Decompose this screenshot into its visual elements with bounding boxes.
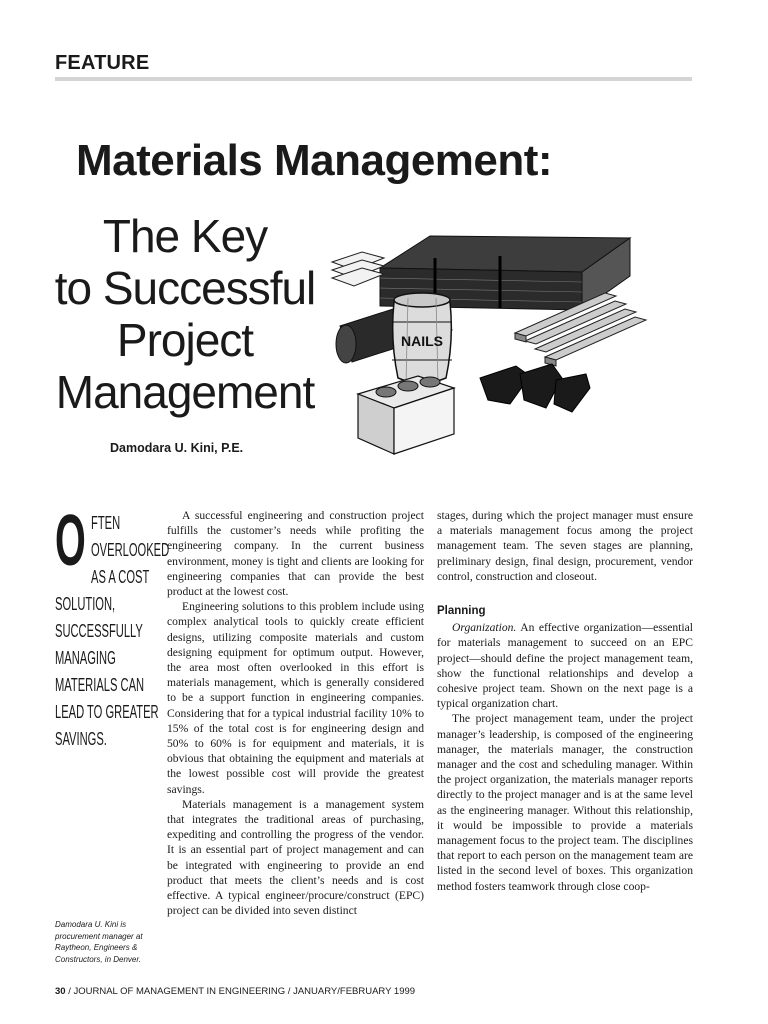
- section-heading: Planning: [437, 605, 486, 618]
- pull-quote-line: SUCCESSFULLY: [55, 621, 143, 641]
- journal-citation: / JOURNAL OF MANAGEMENT IN ENGINEERING / JANUARY/FEBRUARY 1999: [65, 986, 416, 997]
- subtitle-line: Project: [116, 314, 254, 366]
- pull-quote-line: MANAGING: [55, 648, 116, 668]
- article-title: Materials Management:: [76, 136, 553, 185]
- pull-quote-line: MATERIALS CAN: [55, 675, 145, 695]
- byline: Damodara U. Kini, P.E.: [110, 441, 244, 455]
- body-paragraph: A successful engineering and construction project fulfills the customer’s needs while profiting the engineering company. In the current business environment, money is tight and clients are looking for engineering companies that can provide the best product at the lowest cost.: [167, 509, 424, 599]
- pull-quote-line: SAVINGS.: [55, 729, 107, 749]
- shingles-icon: [332, 252, 384, 286]
- barrel-label: NAILS: [401, 333, 443, 349]
- body-paragraph: Materials management is a management system that integrates the traditional areas of purchasing, expediting and controlling the progress of the vendor. It is an essential part of project management and can be integrated with engineering to provide an end product that meets the client’s needs and is cost effective. A typical engineer/procure/construct (EPC) project can be divided into seven distinct: [167, 797, 424, 918]
- body-paragraph: [437, 620, 693, 711]
- page-number: 30: [55, 986, 66, 997]
- construction-materials-illustration: [320, 228, 690, 468]
- pull-quote-line: OVERLOOKED: [91, 540, 170, 560]
- run-in-heading: Organization.: [452, 621, 517, 635]
- pull-quote-line: SOLUTION,: [55, 594, 116, 614]
- cinder-block-icon: [358, 376, 454, 454]
- pull-quote-line: FTEN: [91, 513, 121, 533]
- article-subtitle: [50, 210, 320, 418]
- nails-barrel-icon: [392, 293, 452, 384]
- body-column-1: [167, 508, 424, 918]
- subtitle-line: The Key: [102, 210, 268, 262]
- body-paragraph: stages, during which the project manager must ensure a materials management focus among the project management team. The seven stages are planning, preliminary design, final design, procurement, vendor control, construction and closeout.: [437, 509, 693, 583]
- section-rule: [55, 77, 692, 81]
- drop-cap: O: [55, 501, 86, 581]
- paragraph-text: An effective organization—essential for materials management to succeed on an EPC project—should define the project management team, show the functional relationships and develop a cohesive project team. Shown on the next page is a typical organization chart.: [437, 621, 693, 711]
- body-column-2: [437, 508, 693, 894]
- debris-icon: [480, 364, 590, 412]
- page-footer: [55, 986, 415, 997]
- pull-quote-line: LEAD TO GREATER: [55, 702, 159, 722]
- pull-quote-line: AS A COST: [91, 567, 150, 587]
- author-note: Damodara U. Kini is procurement manager at Raytheon, Engineers & Constructors, in Denver.: [55, 920, 143, 964]
- subtitle-line: Management: [55, 366, 315, 418]
- section-label: FEATURE: [55, 52, 150, 74]
- subtitle-line: to Successful: [54, 262, 316, 314]
- body-paragraph: The project management team, under the project manager’s leadership, is composed of the engineering manager, the materials manager, the construction manager and the cost and scheduling manager. Within the project organization, the materials manager reports directly to the project manager and is at the same level as the engineering manager. Without this relationship, it would be impossible to provide a materials management focus to the project team. The disciplines that report to each person on the management team are listed in the second level of boxes. This organization method fosters teamwork through close coop-: [437, 712, 693, 893]
- body-paragraph: Engineering solutions to this problem include using complex analytical tools to quickly create efficient designs, utilizing composite materials and custom designing equipment for optimum output. However, the area most often overlooked in this effort is materials management, which is generally considered to be a support function in engineering companies. Considering that for a typical industrial facility 10% to 15% of the total cost is for engineering design and 50% to 60% is for equipment and materials, it is obvious that obtaining the equipment and materials at the lowest possible cost will provide the greatest savings.: [167, 600, 424, 796]
